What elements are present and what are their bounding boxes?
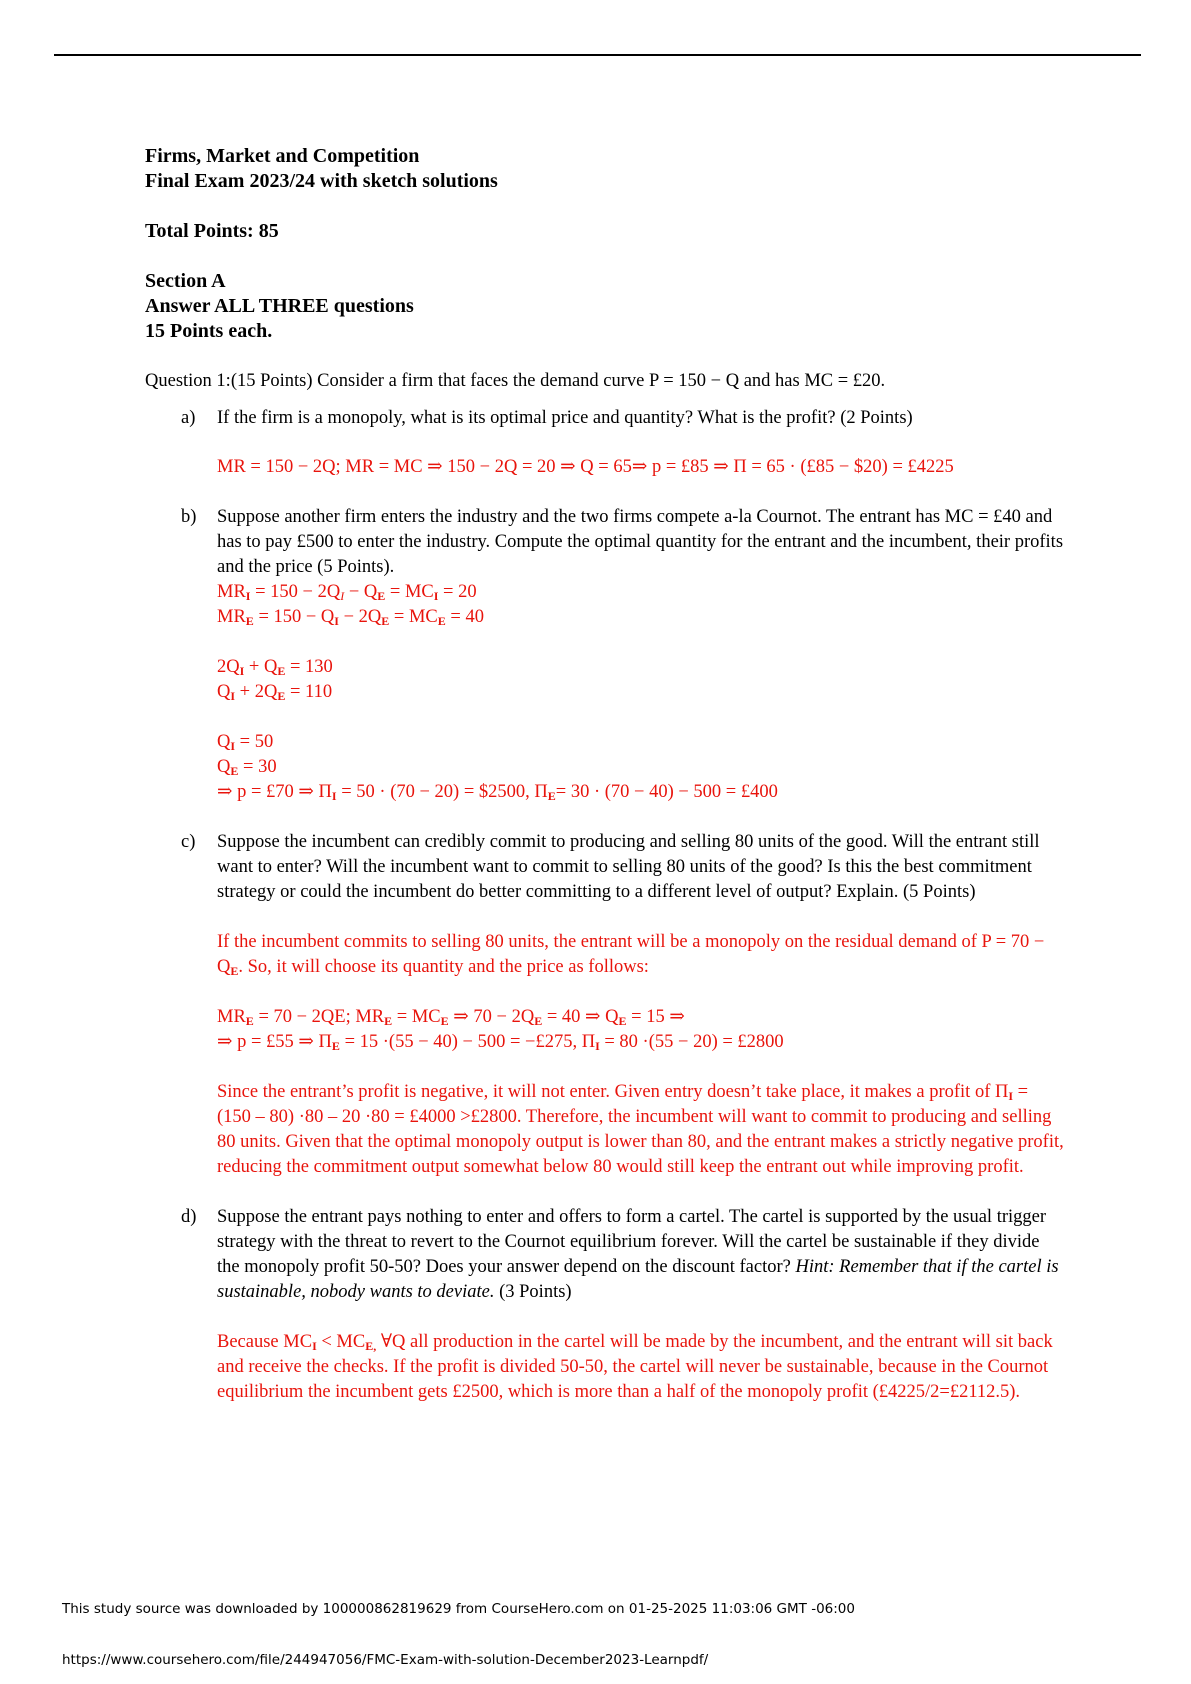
question-1b xyxy=(145,505,1065,805)
section-title: Section A xyxy=(145,270,226,292)
question-1c-text: Suppose the incumbent can credibly commit to producing and selling 80 units of the good. Will the entrant still want to enter? Will the incumbent want to commit to selling 80 units of the good? Is this the best commitment strategy or could the incumbent do better committing to a different level of output? Explain. (5 Points) xyxy=(217,832,1040,902)
top-rule xyxy=(54,54,1141,56)
question-1c xyxy=(145,830,1065,1180)
question-1-intro: Question 1:(15 Points) Consider a firm that faces the demand curve P = 150 − Q and has MC = £20. xyxy=(145,371,886,391)
solution-line: ⇒ p = £70 ⇒ $\Pi_I = 50 \cdot (70 - 20)$ = $2500, $\Pi_E= 30 \cdot (70 - 40) - 500$ = £400 xyxy=(217,782,778,803)
question-1b-solution xyxy=(217,580,1065,805)
source-url[interactable]: https://www.coursehero.com/file/244947056/FMC-Exam-with-solution-December2023-Learnpdf/ xyxy=(62,1652,709,1668)
question-1a-text: If the firm is a monopoly, what is its optimal price and quantity? What is the profit? (2 Points) xyxy=(217,408,913,428)
question-1c-solution xyxy=(217,930,1065,1180)
solution-paragraph: Since the entrant’s profit is negative, it will not enter. Given entry doesn’t take place, it makes a profit of $\Pi_I = (150 - 80) \cdot 80 - 20 \cdot 80$ = £4000 >£2800. Therefore, the incumbent will want to commit to producing and selling 80 units. Given that the optimal monopoly output is lower than 80, and the entrant makes a strictly negative profit, reducing the commitment output somewhat below 80 would still keep the entrant out while improving profit. xyxy=(217,1082,1064,1177)
solution-line: $MR_E = 70 - 2QE$; $MR_E = MC_E$ ⇒ $70 - 2Q_E = 40$ ⇒ $Q_E = 15$ ⇒ xyxy=(217,1007,685,1028)
question-1d-text: Suppose the entrant pays nothing to enter and offers to form a cartel. The cartel is supported by the usual trigger strategy with the threat to revert to the Cournot equilibrium forever. Will the cartel be sustainable if they divide the monopoly profit 50-50? Does your answer depend on the discount factor? Hint: Remember that if the cartel is sustainable, nobody wants to deviate. (3 Points) xyxy=(217,1207,1059,1302)
solution-line: $MR_I = 150 - 2Q_I - Q_E = MC_I = 20$ xyxy=(217,582,477,603)
solution-line: $Q_E = 30$ xyxy=(217,757,277,778)
exam-document xyxy=(145,144,1065,1405)
question-1b-text: Suppose another firm enters the industry and the two firms compete a-la Cournot. The entrant has MC = £40 and has to pay £500 to enter the industry. Compute the optimal quantity for the entrant and the incumbent, their profits and the price (5 Points). xyxy=(217,507,1064,577)
doc-title: Firms, Market and Competition xyxy=(145,145,420,167)
solution-line: $2Q_I + Q_E = 130$ xyxy=(217,657,333,678)
section-instruction: Answer ALL THREE questions xyxy=(145,295,414,317)
solution-paragraph: If the incumbent commits to selling 80 units, the entrant will be a monopoly on the residual demand of $P = 70 - Q_E$. So, it will choose its quantity and the price as follows: xyxy=(217,932,1045,978)
question-1d-solution: Because $MC_I < MC_{E,}$ ∀Q all production in the cartel will be made by the incumbent, and the entrant will sit back and receive the checks. If the profit is divided 50-50, the cartel will never be sustainable, because in the Cournot equilibrium the incumbent gets £2500, which is more than a half of the monopoly profit (£4225/2=£2112.5). xyxy=(217,1332,1053,1402)
hint-text: Hint: Remember that if the cartel is sustainable, nobody wants to deviate. xyxy=(217,1257,1059,1302)
download-notice: This study source was downloaded by 100000862819629 from CourseHero.com on 01-25-2025 11:03:06 GMT -06:00 xyxy=(62,1601,855,1617)
solution-line: $MR_E = 150 - Q_I - 2Q_E = MC_E = 40$ xyxy=(217,607,484,628)
question-1b-label: b) xyxy=(181,507,197,527)
question-1c-label: c) xyxy=(181,832,196,852)
doc-subtitle: Final Exam 2023/24 with sketch solutions xyxy=(145,170,498,192)
question-1d xyxy=(145,1205,1065,1405)
solution-line: $Q_I + 2Q_E = 110$ xyxy=(217,682,333,703)
question-1a xyxy=(145,406,1065,480)
solution-line: $Q_I = 50$ xyxy=(217,732,274,753)
question-1a-solution: MR = 150 − 2Q; MR = MC ⇒ 150 − 2Q = 20 ⇒ Q = 65⇒ p = £85 ⇒ Π = 65 · (£85 − $20) = £4225 xyxy=(217,457,954,477)
question-1d-label: d) xyxy=(181,1207,197,1227)
section-points: 15 Points each. xyxy=(145,320,273,342)
solution-line: ⇒ p = £55 ⇒ $\Pi_E = 15 \cdot(55 - 40) - 500$ = −£275, $\Pi_I = 80 \cdot(55 - 20)$ = £2800 xyxy=(217,1032,784,1053)
question-1a-label: a) xyxy=(181,408,196,428)
total-points: Total Points: 85 xyxy=(145,220,279,242)
